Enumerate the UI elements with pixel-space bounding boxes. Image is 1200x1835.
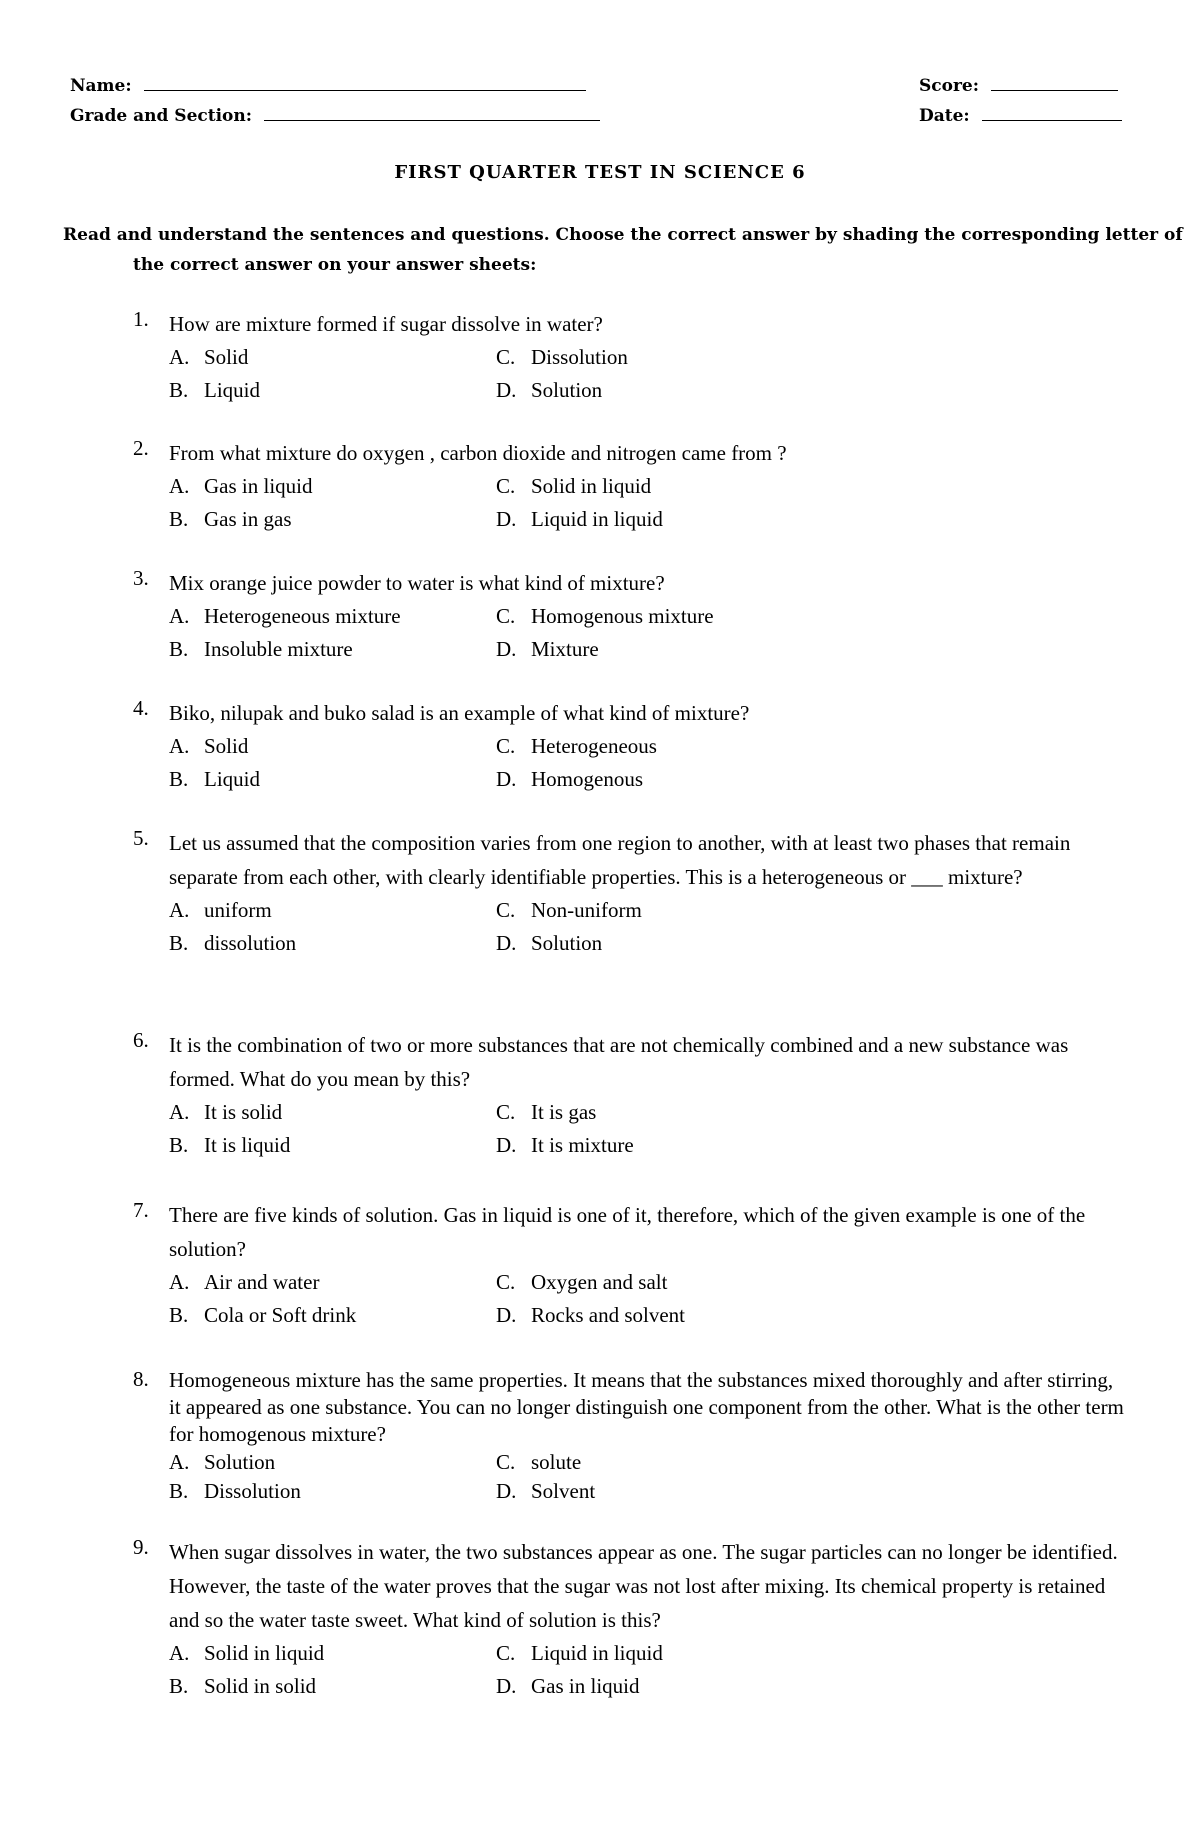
question-7 xyxy=(133,1198,1133,1332)
answer-option[interactable] xyxy=(169,763,496,796)
answer-option[interactable] xyxy=(169,470,496,503)
question-text: It is the combination of two or more substances that are not chemically combined and a new substance was formed. What do you mean by this? xyxy=(169,1033,1069,1091)
option-letter: B. xyxy=(169,637,189,661)
answer-option[interactable] xyxy=(496,763,823,796)
option-letter: A. xyxy=(169,1270,190,1294)
name-label: Name: xyxy=(70,76,132,96)
option-text: solute xyxy=(531,1450,582,1474)
option-text: Gas in liquid xyxy=(531,1674,640,1698)
option-letter: D. xyxy=(496,1479,517,1503)
question-number: 6. xyxy=(133,1028,149,1052)
answer-option[interactable] xyxy=(169,633,496,666)
answer-option[interactable] xyxy=(496,1670,823,1703)
option-letter: D. xyxy=(496,1303,517,1327)
option-text: It is mixture xyxy=(531,1133,634,1157)
question-number: 8. xyxy=(133,1367,149,1391)
option-text: It is liquid xyxy=(204,1133,291,1157)
question-number: 7. xyxy=(133,1198,149,1222)
grade-section-label: Grade and Section: xyxy=(70,106,253,126)
option-letter: C. xyxy=(496,734,516,758)
answer-options xyxy=(169,730,1133,796)
option-letter: D. xyxy=(496,767,517,791)
answer-option[interactable] xyxy=(496,374,823,407)
answer-options xyxy=(169,1448,1133,1506)
option-text: Homogenous xyxy=(531,767,643,791)
grade-section-field-row xyxy=(70,104,600,126)
option-text: Non-uniform xyxy=(531,898,642,922)
question-number: 1. xyxy=(133,307,149,331)
answer-option[interactable] xyxy=(496,730,823,763)
option-letter: D. xyxy=(496,637,517,661)
option-text: uniform xyxy=(204,898,272,922)
test-title: FIRST QUARTER TEST IN SCIENCE 6 xyxy=(394,162,806,183)
option-text: It is solid xyxy=(204,1100,283,1124)
question-text: There are five kinds of solution. Gas in liquid is one of it, therefore, which of the given example is one of the solution? xyxy=(169,1203,1086,1261)
answer-options xyxy=(169,894,1133,960)
option-text: Solid in solid xyxy=(204,1674,317,1698)
option-letter: B. xyxy=(169,767,189,791)
option-letter: C. xyxy=(496,1450,516,1474)
option-text: Liquid xyxy=(204,378,260,402)
option-text: Solid xyxy=(204,734,249,758)
answer-option[interactable] xyxy=(496,633,823,666)
answer-option[interactable] xyxy=(169,927,496,960)
answer-option[interactable] xyxy=(169,1129,496,1162)
answer-option[interactable] xyxy=(169,730,496,763)
question-number: 4. xyxy=(133,696,149,720)
option-text: Gas in liquid xyxy=(204,474,313,498)
grade-section-blank[interactable] xyxy=(264,104,600,121)
question-number: 3. xyxy=(133,566,149,590)
answer-option[interactable] xyxy=(496,503,823,536)
option-text: Solvent xyxy=(531,1479,596,1503)
option-letter: B. xyxy=(169,1133,189,1157)
score-field-row xyxy=(919,74,1118,96)
answer-option[interactable] xyxy=(169,1448,496,1477)
question-text: How are mixture formed if sugar dissolve in water? xyxy=(169,312,603,336)
question-text: Homogeneous mixture has the same properties. It means that the substances mixed thoroughly and after stirring, it appeared as one substance. You can no longer distinguish one component from the other. What is the other term for homogenous mixture? xyxy=(169,1368,1124,1446)
question-text: From what mixture do oxygen , carbon dioxide and nitrogen came from ? xyxy=(169,441,787,465)
option-text: Mixture xyxy=(531,637,599,661)
score-blank[interactable] xyxy=(991,74,1118,91)
instructions: Read and understand the sentences and questions. Choose the correct answer by shading the corresponding letter of the correct answer on your answer sheets: xyxy=(63,225,1183,275)
question-number: 5. xyxy=(133,826,149,850)
answer-option[interactable] xyxy=(496,1096,823,1129)
answer-option[interactable] xyxy=(496,894,823,927)
option-text: Solid in liquid xyxy=(531,474,652,498)
answer-option[interactable] xyxy=(169,1299,496,1332)
answer-option[interactable] xyxy=(169,600,496,633)
option-text: Liquid in liquid xyxy=(531,1641,663,1665)
answer-option[interactable] xyxy=(496,1299,823,1332)
answer-option[interactable] xyxy=(496,927,823,960)
option-text: Dissolution xyxy=(531,345,628,369)
question-3 xyxy=(133,566,1133,666)
question-6 xyxy=(133,1028,1133,1162)
option-letter: A. xyxy=(169,474,190,498)
option-text: dissolution xyxy=(204,931,297,955)
score-label: Score: xyxy=(919,76,980,96)
answer-option[interactable] xyxy=(496,1477,823,1506)
question-9 xyxy=(133,1535,1133,1703)
option-letter: B. xyxy=(169,1303,189,1327)
option-letter: C. xyxy=(496,604,516,628)
option-text: Insoluble mixture xyxy=(204,637,353,661)
option-letter: C. xyxy=(496,1641,516,1665)
answer-options xyxy=(169,1266,1133,1332)
answer-option[interactable] xyxy=(169,503,496,536)
option-text: Solution xyxy=(531,931,603,955)
question-1 xyxy=(133,307,1133,407)
answer-option[interactable] xyxy=(169,1096,496,1129)
option-letter: B. xyxy=(169,507,189,531)
answer-options xyxy=(169,470,1133,536)
answer-option[interactable] xyxy=(496,1266,823,1299)
option-letter: D. xyxy=(496,378,517,402)
question-text: When sugar dissolves in water, the two substances appear as one. The sugar particles can no longer be identified. However, the taste of the water proves that the sugar was not lost after mixing. Its chemical property is retained and so the water taste sweet. What kind of solution is this? xyxy=(169,1540,1118,1632)
option-letter: D. xyxy=(496,931,517,955)
name-blank[interactable] xyxy=(144,74,586,91)
option-letter: D. xyxy=(496,507,517,531)
option-letter: C. xyxy=(496,1270,516,1294)
option-text: Liquid xyxy=(204,767,260,791)
answer-option[interactable] xyxy=(496,600,823,633)
option-text: It is gas xyxy=(531,1100,597,1124)
option-text: Liquid in liquid xyxy=(531,507,663,531)
option-text: Solution xyxy=(531,378,603,402)
answer-options xyxy=(169,1637,1133,1703)
option-letter: A. xyxy=(169,1100,190,1124)
option-letter: B. xyxy=(169,378,189,402)
answer-option[interactable] xyxy=(496,1637,823,1670)
date-label: Date: xyxy=(919,106,970,126)
question-8 xyxy=(133,1367,1133,1506)
option-letter: C. xyxy=(496,898,516,922)
option-letter: A. xyxy=(169,1641,190,1665)
answer-option[interactable] xyxy=(169,341,496,374)
option-letter: D. xyxy=(496,1674,517,1698)
answer-option[interactable] xyxy=(496,341,823,374)
option-letter: B. xyxy=(169,931,189,955)
answer-options xyxy=(169,341,1133,407)
option-text: Solid in liquid xyxy=(204,1641,325,1665)
option-text: Oxygen and salt xyxy=(531,1270,668,1294)
question-4 xyxy=(133,696,1133,796)
name-field-row xyxy=(70,74,586,96)
answer-option[interactable] xyxy=(169,1670,496,1703)
option-text: Solid xyxy=(204,345,249,369)
date-blank[interactable] xyxy=(982,104,1122,121)
option-letter: B. xyxy=(169,1479,189,1503)
answer-option[interactable] xyxy=(169,1266,496,1299)
answer-option[interactable] xyxy=(496,470,823,503)
question-number: 2. xyxy=(133,436,149,460)
option-text: Cola or Soft drink xyxy=(204,1303,357,1327)
question-2 xyxy=(133,436,1133,536)
answer-options xyxy=(169,600,1133,666)
option-letter: C. xyxy=(496,345,516,369)
question-text: Biko, nilupak and buko salad is an example of what kind of mixture? xyxy=(169,701,750,725)
question-5 xyxy=(133,826,1133,960)
option-letter: A. xyxy=(169,898,190,922)
option-text: Solution xyxy=(204,1450,276,1474)
answer-option[interactable] xyxy=(169,894,496,927)
option-letter: C. xyxy=(496,474,516,498)
option-text: Gas in gas xyxy=(204,507,292,531)
answer-option[interactable] xyxy=(169,374,496,407)
answer-option[interactable] xyxy=(496,1448,823,1477)
option-letter: C. xyxy=(496,1100,516,1124)
option-letter: A. xyxy=(169,604,190,628)
answer-option[interactable] xyxy=(169,1637,496,1670)
option-text: Homogenous mixture xyxy=(531,604,714,628)
option-letter: A. xyxy=(169,734,190,758)
question-number: 9. xyxy=(133,1535,149,1559)
option-letter: B. xyxy=(169,1674,189,1698)
option-text: Air and water xyxy=(204,1270,320,1294)
option-letter: A. xyxy=(169,1450,190,1474)
question-text: Let us assumed that the composition varies from one region to another, with at least two phases that remain separate from each other, with clearly identifiable properties. This is a heterogeneous or ___ mixture? xyxy=(169,831,1071,889)
option-text: Heterogeneous mixture xyxy=(204,604,401,628)
answer-option[interactable] xyxy=(169,1477,496,1506)
date-field-row xyxy=(919,104,1122,126)
answer-option[interactable] xyxy=(496,1129,823,1162)
answer-options xyxy=(169,1096,1133,1162)
option-text: Rocks and solvent xyxy=(531,1303,685,1327)
question-text: Mix orange juice powder to water is what kind of mixture? xyxy=(169,571,665,595)
option-text: Heterogeneous xyxy=(531,734,657,758)
option-letter: D. xyxy=(496,1133,517,1157)
option-text: Dissolution xyxy=(204,1479,301,1503)
option-letter: A. xyxy=(169,345,190,369)
